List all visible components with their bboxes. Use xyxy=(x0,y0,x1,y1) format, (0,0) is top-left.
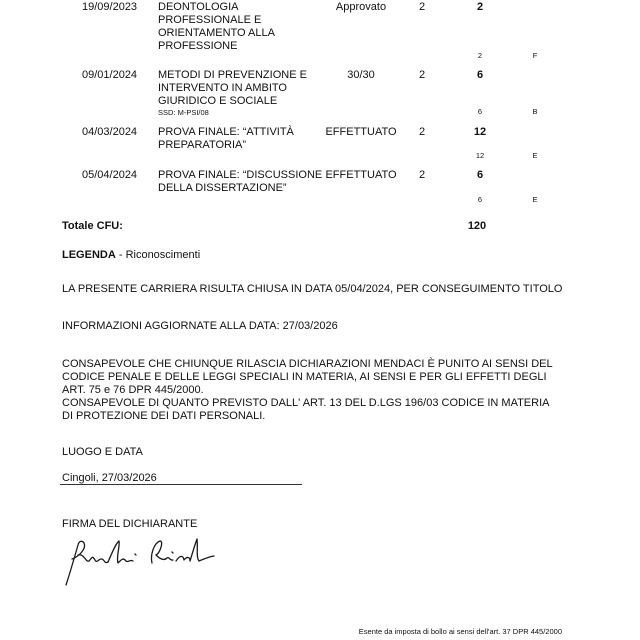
exam-sub-grade: E xyxy=(532,195,538,204)
exam-title: PROVA FINALE: “ATTIVITÀ PREPARATORIA” xyxy=(158,126,294,151)
exam-sub-value: 6 xyxy=(477,195,483,204)
exam-outcome: Approvato xyxy=(335,1,387,13)
stamp-duty-exemption-note: Esente da imposta di bollo ai sensi dell'art. 37 DPR 445/2000 xyxy=(358,627,562,636)
exam-date: 04/03/2024 xyxy=(82,126,138,138)
exam-cfu: 2 xyxy=(418,169,426,181)
exam-sub-value: 6 xyxy=(477,107,483,116)
exam-cfu: 2 xyxy=(418,69,426,81)
exam-outcome: EFFETTUATO xyxy=(325,126,397,138)
updated-info: INFORMAZIONI AGGIORNATE ALLA DATA: 27/03/2026 xyxy=(62,320,338,332)
exam-sub-grade: F xyxy=(532,51,538,60)
exam-cfu-total: 6 xyxy=(476,69,484,81)
legend xyxy=(62,249,200,262)
exam-title: PROVA FINALE: “DISCUSSIONE DELLA DISSERTAZIONE” xyxy=(158,169,323,194)
exam-sub-grade: E xyxy=(532,151,538,160)
place-date-underline xyxy=(60,484,302,485)
place-date-value: Cingoli, 27/03/2026 xyxy=(62,472,157,484)
exam-sub-grade: B xyxy=(532,107,538,116)
place-date-label: LUOGO E DATA xyxy=(62,446,143,458)
handwritten-signature xyxy=(56,533,220,589)
exam-cfu-total: 6 xyxy=(476,169,484,181)
legend-separator: - xyxy=(115,249,126,261)
exam-sub-value: 2 xyxy=(477,51,483,60)
career-closed-note: LA PRESENTE CARRIERA RISULTA CHIUSA IN DATA 05/04/2024, PER CONSEGUIMENTO TITOLO xyxy=(62,283,563,295)
exam-date: 09/01/2024 xyxy=(82,69,138,81)
total-cfu-label: Totale CFU: xyxy=(62,220,123,232)
legend-label: LEGENDA xyxy=(62,249,116,261)
exam-date: 05/04/2024 xyxy=(82,169,138,181)
exam-outcome: 30/30 xyxy=(347,69,375,81)
exam-ssd: SSD: M-PSI/08 xyxy=(158,108,209,117)
exam-title: DEONTOLOGIA PROFESSIONALE E ORIENTAMENTO ALLA PROFESSIONE xyxy=(158,1,275,52)
total-cfu-value: 120 xyxy=(467,220,487,232)
exam-title: METODI DI PREVENZIONE E INTERVENTO IN AMBITO GIURIDICO E SOCIALE SSD: M-PSI/08 xyxy=(158,69,348,117)
exam-outcome: EFFETTUATO xyxy=(325,169,397,181)
exam-cfu-total: 2 xyxy=(476,1,484,13)
exam-sub-value: 12 xyxy=(475,151,485,160)
legend-text: Riconoscimenti xyxy=(125,249,201,261)
exam-cfu: 2 xyxy=(418,1,426,13)
exam-cfu: 2 xyxy=(418,126,426,138)
exam-date: 19/09/2023 xyxy=(82,1,138,13)
signature-label: FIRMA DEL DICHIARANTE xyxy=(62,518,198,530)
exam-cfu-total: 12 xyxy=(473,126,487,138)
declaration-text: CONSAPEVOLE CHE CHIUNQUE RILASCIA DICHIARAZIONI MENDACI È PUNITO AI SENSI DEL CODICE PENALE E DELLE LEGGI SPECIALI IN MATERIA, AI SENSI E PER GLI EFFETTI DEGLI ART. 75 e 76 DPR 445/2000. CONSAPEVOLE DI QUANTO PREVISTO DALL' ART. 13 DEL D.LGS 196/03 CODICE IN MATERIA DI PROTEZIONE DEI DATI PERSONALI. xyxy=(62,358,553,422)
